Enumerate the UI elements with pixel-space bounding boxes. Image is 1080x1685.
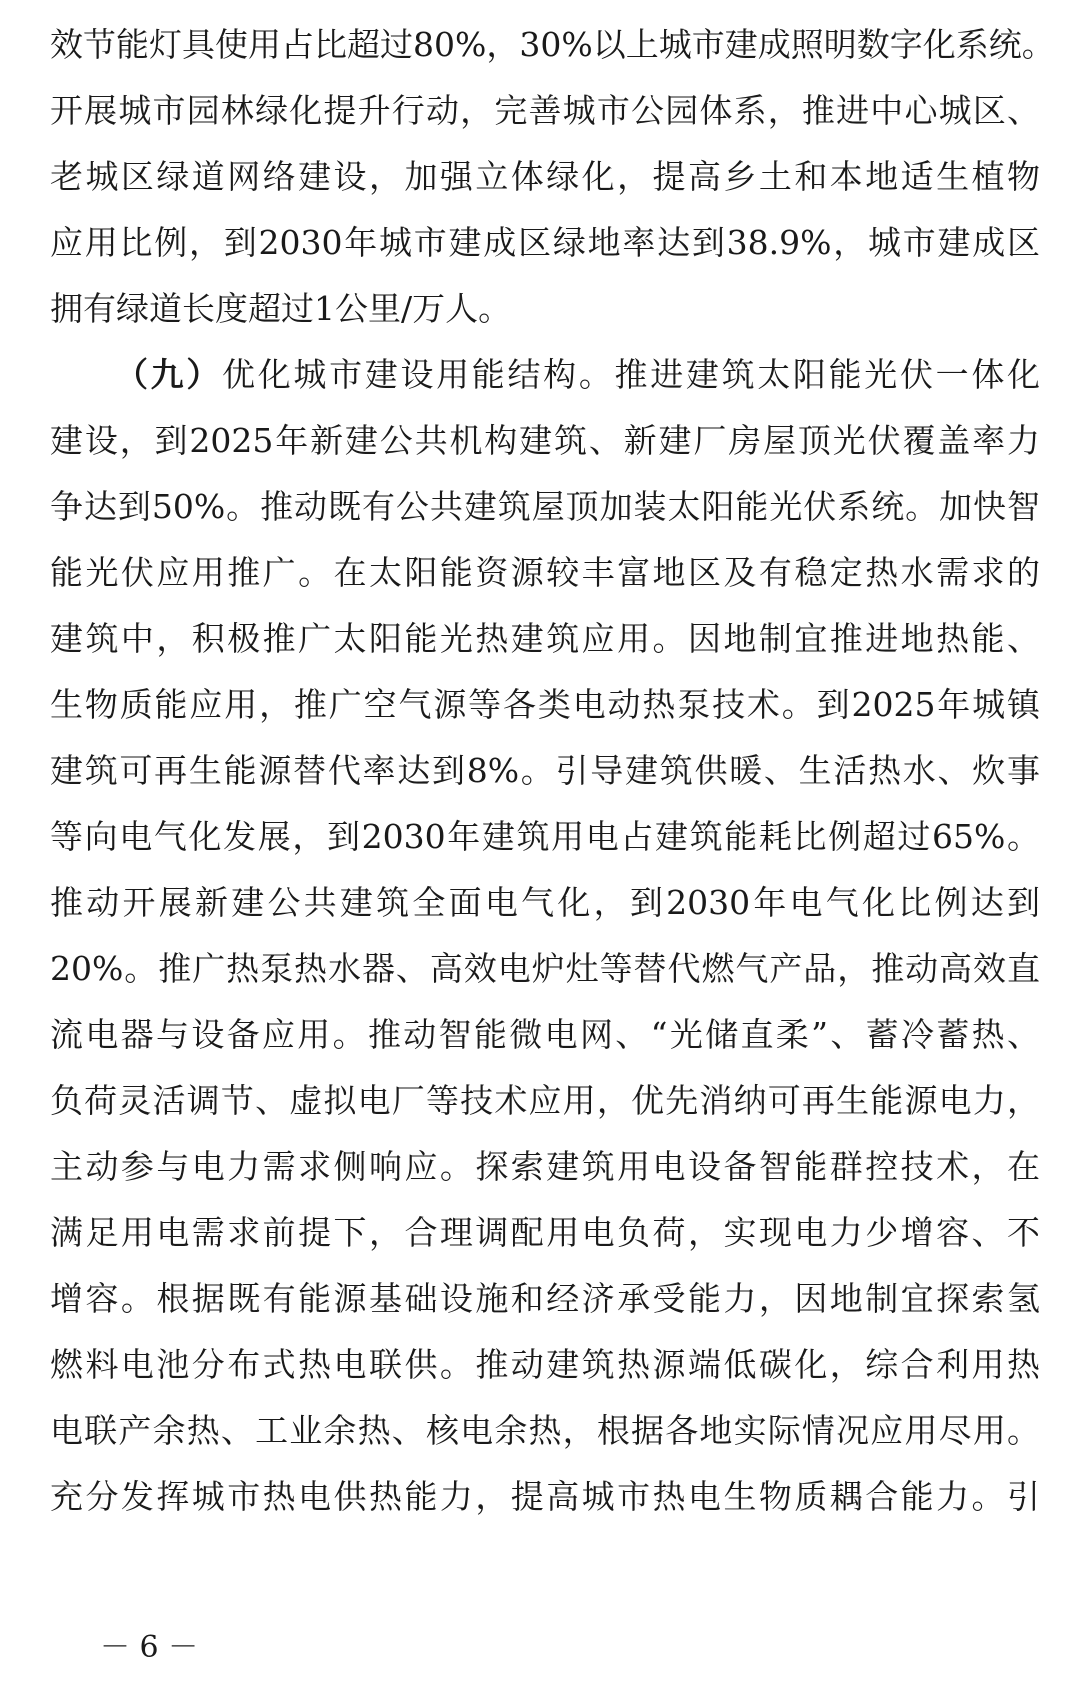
text-line: 燃料电池分布式热电联供。推动建筑热源端低碳化，综合利用热	[50, 1345, 1040, 1384]
text-line: 拥有绿道长度超过1公里/万人。	[50, 289, 512, 328]
section-heading-text: 优化城市建设用能结构。推进建筑太阳能光伏一体化	[222, 355, 1041, 394]
text-line: 增容。根据既有能源基础设施和经济承受能力，因地制宜探索氢	[50, 1279, 1040, 1318]
text-line: 主动参与电力需求侧响应。探索建筑用电设备智能群控技术，在	[50, 1147, 1040, 1186]
text-line: 等向电气化发展，到2030年建筑用电占建筑能耗比例超过65%。	[50, 817, 1040, 856]
text-line: 能光伏应用推广。在太阳能资源较丰富地区及有稳定热水需求的	[50, 553, 1040, 592]
section-label: （九）	[115, 355, 223, 394]
section-heading-line	[115, 342, 1040, 408]
text-line: 生物质能应用，推广空气源等各类电动热泵技术。到2025年城镇	[50, 685, 1040, 724]
text-line: 电联产余热、工业余热、核电余热，根据各地实际情况应用尽用。	[50, 1411, 1040, 1450]
text-line: 建筑中，积极推广太阳能光热建筑应用。因地制宜推进地热能、	[50, 619, 1040, 658]
text-line: 流电器与设备应用。推动智能微电网、“光储直柔”、蓄冷蓄热、	[50, 1015, 1040, 1054]
text-line: 负荷灵活调节、虚拟电厂等技术应用，优先消纳可再生能源电力，	[50, 1081, 1040, 1120]
text-line: 争达到50%。推动既有公共建筑屋顶加装太阳能光伏系统。加快智	[50, 487, 1040, 526]
text-line: 效节能灯具使用占比超过80%，30%以上城市建成照明数字化系统。	[50, 25, 1055, 64]
text-line: 建筑可再生能源替代率达到8%。引导建筑供暖、生活热水、炊事	[50, 751, 1040, 790]
text-line: 推动开展新建公共建筑全面电气化，到2030年电气化比例达到	[50, 883, 1040, 922]
text-line: 开展城市园林绿化提升行动，完善城市公园体系，推进中心城区、	[50, 91, 1040, 130]
text-line: 20%。推广热泵热水器、高效电炉灶等替代燃气产品，推动高效直	[50, 949, 1040, 988]
text-line: 老城区绿道网络建设，加强立体绿化，提高乡土和本地适生植物	[50, 157, 1040, 196]
text-line: 满足用电需求前提下，合理调配用电负荷，实现电力少增容、不	[50, 1213, 1040, 1252]
page-number: － 6 －	[100, 1630, 199, 1665]
text-line: 应用比例，到2030年城市建成区绿地率达到38.9%，城市建成区	[50, 223, 1040, 262]
text-line: 建设，到2025年新建公共机构建筑、新建厂房屋顶光伏覆盖率力	[50, 421, 1040, 460]
text-line: 充分发挥城市热电供热能力，提高城市热电生物质耦合能力。引	[50, 1477, 1040, 1516]
